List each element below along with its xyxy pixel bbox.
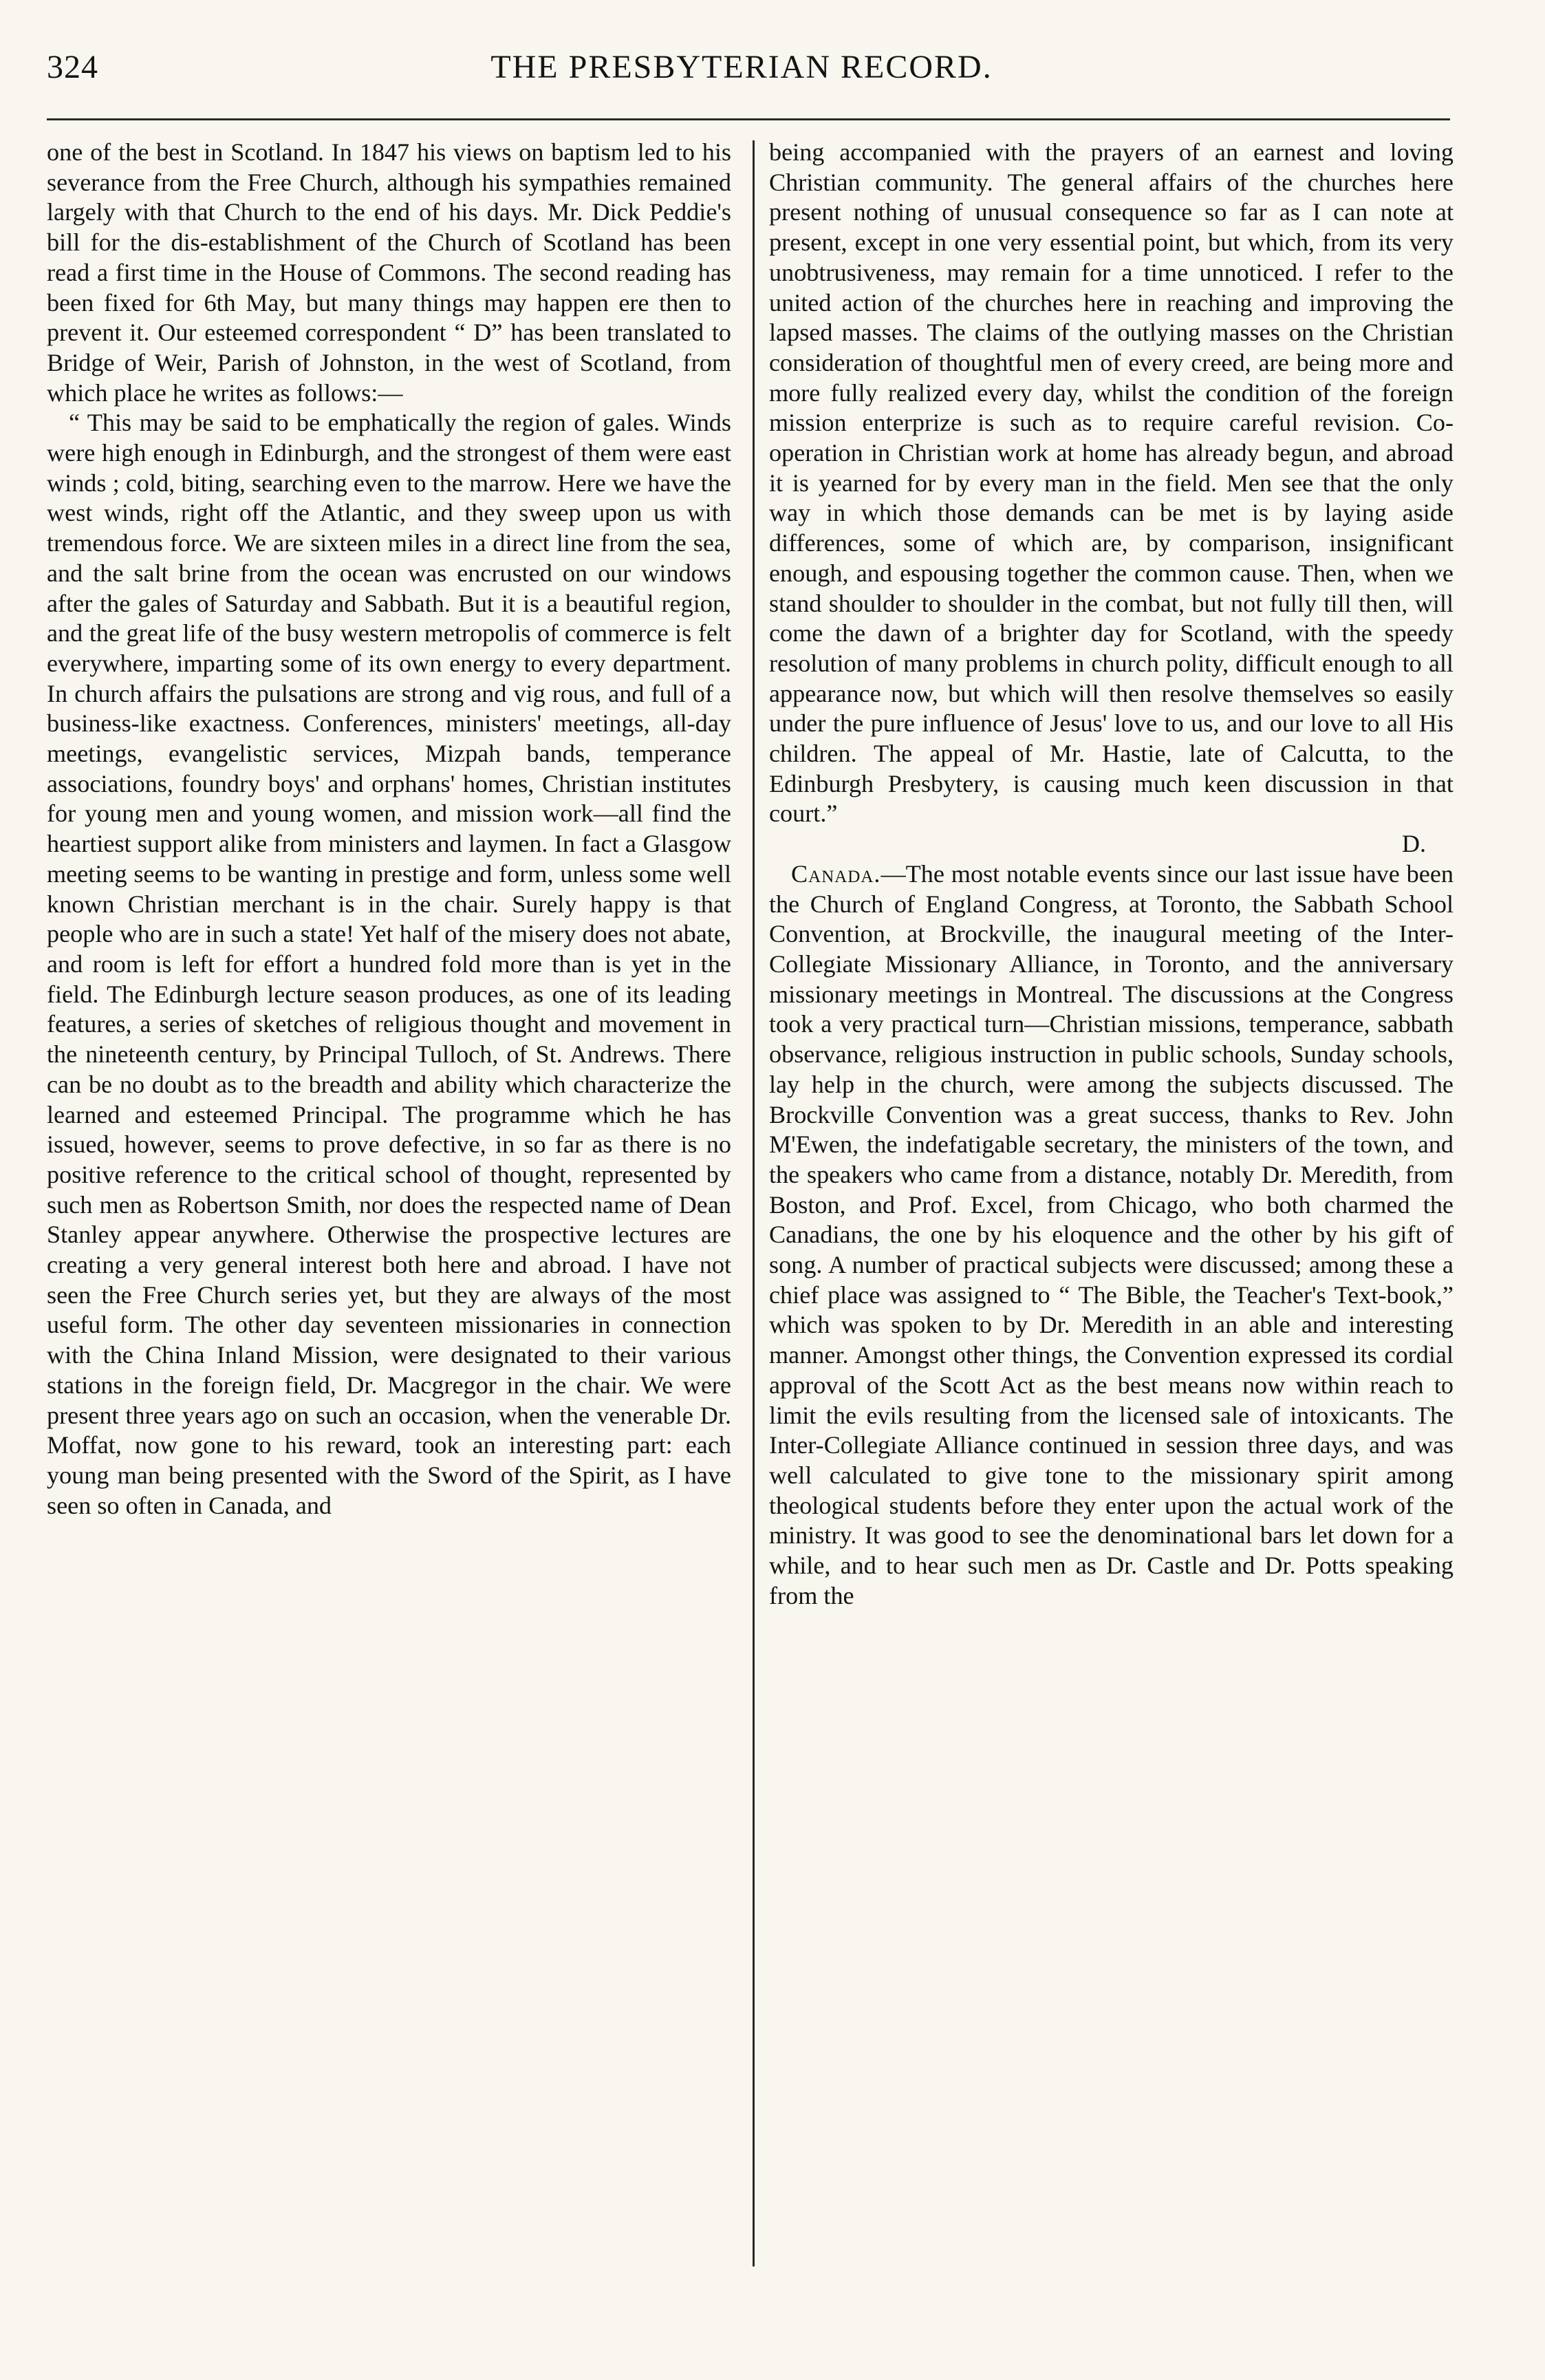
canada-paragraph: —The most notable events since our last issue have been the Church of England Congress, at Toronto, the Sabbath School Convention, at Brockville, the inaugural meeting of the Inter-Collegiate Missionary Alliance, in Toronto, and the anniversary missionary meetings in Montreal. The discussions at the Congress took a very practical turn—Christian missions, temperance, sabbath observance, religious instruction in public schools, Sunday schools, lay help in the church, were among the subjects discussed. The Brockville Convention was a great success, thanks to Rev. John M'Ewen, the indefatigable secretary, the ministers of the town, and the speakers who came from a distance, notably Dr. Meredith, from Boston, and Prof. Excel, from Chicago, who both charmed the Canadians, the one by his eloquence and the other by his gift of song. A number of practical subjects were discussed; among these a chief place was assigned to “ The Bible, the Teacher's Text-book,” which was spoken to by Dr. Meredith in an able and interesting manner. Amongst other things, the Convention expressed its cordial approval of the Scott Act as the best means now within reach to limit the evils resulting from the licensed sale of intoxicants. The Inter-Collegiate Alliance continued in session three days, and was well calculated to give tone to the missionary spirit among theological students before they enter upon the actual work of the ministry. It was good to see the denominational bars let down for a while, and to hear such men as Dr. Castle and Dr. Potts speaking from the <box>769 859 1454 1609</box>
running-title: THE PRESBYTERIAN RECORD. <box>490 49 993 85</box>
left-column <box>47 138 731 1521</box>
column-divider <box>753 140 755 2266</box>
page-number: 324 <box>47 49 98 85</box>
page-header <box>47 48 1436 91</box>
canada-section <box>769 859 1454 1611</box>
left-paragraph-1: one of the best in Scotland. In 1847 his views on baptism led to his severance from the Free Church, although his sympathies remained largely with that Church to the end of his days. Mr. Dick Peddie's bill for the dis-establishment of the Church of Scotland has been read a first time in the House of Commons. The second reading has been fixed for 6th May, but many things may happen ere then to prevent it. Our esteemed correspondent “ D” has been translated to Bridge of Weir, Parish of Johnston, in the west of Scotland, from which place he writes as follows:— <box>47 138 731 407</box>
correspondent-signature: D. <box>1401 830 1426 858</box>
right-paragraph-1-letter-continued: being accompanied with the prayers of an earnest and loving Christian community. The general affairs of the churches here present nothing of unusual consequence so far as I can note at present, except in one very essential point, but which, from its very unobtrusiveness, may remain for a time unnoticed. I refer to the united action of the churches here in reaching and improving the lapsed masses. The claims of the outlying masses on the Christian consideration of thoughtful men of every creed, are being more and more fully realized every day, whilst the condition of the foreign mission enterprize is such as to require careful revision. Co-operation in Christian work at home has already begun, and abroad it is yearned for by every man in the field. Men see that the only way in which those demands can be met is by laying aside differences, some of which are, by comparison, insignificant enough, and espousing together the common cause. Then, when we stand shoulder to shoulder in the combat, but not fully till then, will come the dawn of a brighter day for Scotland, with the speedy resolution of many problems in church polity, difficult enough to all appearance now, but which will then resolve themselves so easily under the pure influence of Jesus' love to us, and our love to all His children. The appeal of Mr. Hastie, late of Calcutta, to the Edinburgh Presbytery, is causing much keen discussion in that court.” <box>769 138 1454 828</box>
header-rule <box>47 118 1450 120</box>
canada-heading: Canada. <box>791 859 881 888</box>
right-column <box>769 138 1454 1611</box>
left-paragraph-2-letter-quote: “ This may be said to be emphatically the region of gales. Winds were high enough in Edinburgh, and the strongest of them were east winds ; cold, biting, searching even to the marrow. Here we have the west winds, right off the Atlantic, and they sweep upon us with tremendous force. We are sixteen miles in a direct line from the sea, and the salt brine from the ocean was encrusted on our windows after the gales of Saturday and Sabbath. But it is a beautiful region, and the great life of the busy western metropolis of commerce is felt everywhere, imparting some of its own energy to every department. In church affairs the pulsations are strong and vig rous, and full of a business-like exactness. Conferences, ministers' meetings, all-day meetings, evangelistic services, Mizpah bands, temperance associations, foundry boys' and orphans' homes, Christian institutes for young men and young women, and mission work—all find the heartiest support alike from ministers and laymen. In fact a Glasgow meeting seems to be wanting in prestige and form, unless some well known Christian merchant is in the chair. Surely happy is that people who are in such a state! Yet half of the misery does not abate, and room is left for effort a hundred fold more than is yet in the field. The Edinburgh lecture season produces, as one of its leading features, a series of sketches of religious thought and movement in the nineteenth century, by Principal Tulloch, of St. Andrews. There can be no doubt as to the breadth and ability which characterize the learned and esteemed Principal. The programme which he has issued, however, seems to prove defective, in so far as there is no positive reference to the critical school of thought, represented by such men as Robertson Smith, nor does the respected name of Dean Stanley appear anywhere. Otherwise the prospective lectures are creating a very general interest both here and abroad. I have not seen the Free Church series yet, but they are always of the most useful form. The other day seventeen missionaries in connection with the China Inland Mission, were designated to their various stations in the foreign field, Dr. Macgregor in the chair. We were present three years ago on such an occasion, when the venerable Dr. Moffat, now gone to his reward, took an interesting part: each young man being presented with the Sword of the Spirit, as I have seen so often in Canada, and <box>47 409 731 1519</box>
